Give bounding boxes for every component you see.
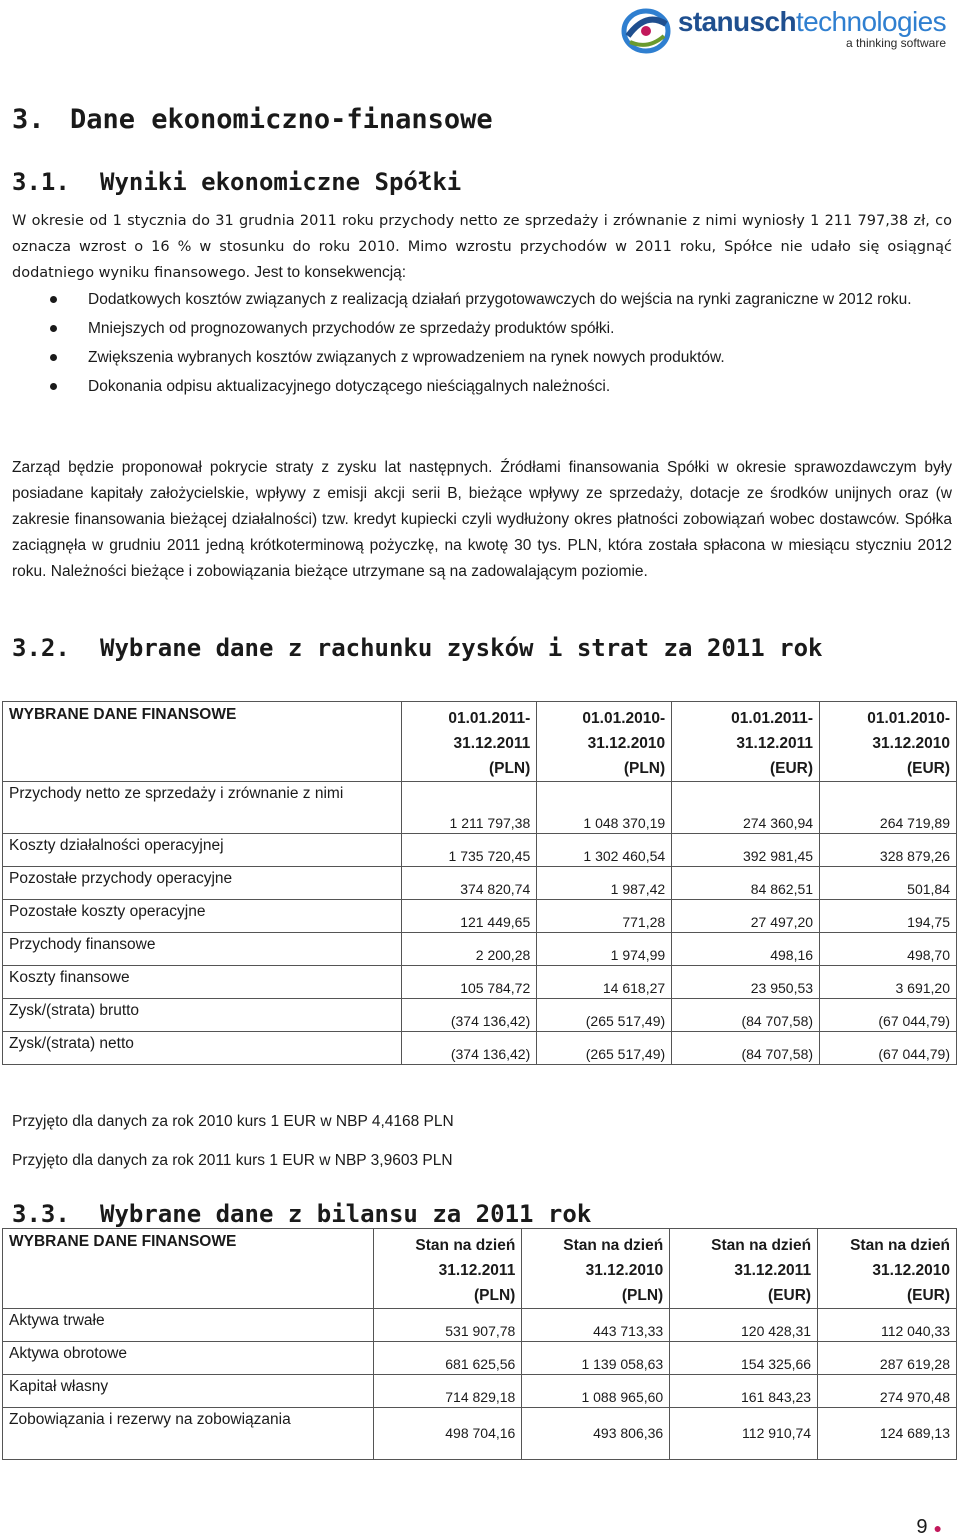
section-3-2-title: Wybrane dane z rachunku zysków i strat za 2011 rok (100, 634, 823, 662)
table-cell: 714 829,18 (374, 1375, 522, 1408)
table-header-row (3, 702, 957, 782)
results-paragraph (12, 208, 952, 286)
table-cell: (265 517,49) (537, 1032, 672, 1065)
table-cell: 161 843,23 (670, 1375, 818, 1408)
table-header-row (3, 1229, 957, 1309)
table-cell: 1 302 460,54 (537, 834, 672, 867)
section-3-3-title: Wybrane dane z bilansu za 2011 rok (100, 1200, 592, 1228)
table-cell: 443 713,33 (522, 1309, 670, 1342)
bullet-icon (50, 325, 57, 332)
table-header-label: WYBRANE DANE FINANSOWE (3, 702, 402, 782)
list-item: Dokonania odpisu aktualizacyjnego dotyczącego nieściągalnych należności. (12, 374, 942, 399)
table-cell: 498,16 (672, 933, 820, 966)
table-cell: 274 970,48 (818, 1375, 957, 1408)
table-cell: 501,84 (820, 867, 957, 900)
section-3-title: Dane ekonomiczno-finansowe (70, 104, 493, 135)
table-row (3, 782, 957, 834)
section-3-2-heading (12, 634, 822, 662)
column-header: 01.01.2011- 31.12.2011 (PLN) (402, 702, 537, 782)
table-cell: 105 784,72 (402, 966, 537, 999)
table-cell: 112 910,74 (670, 1408, 818, 1460)
table-cell: (67 044,79) (820, 999, 957, 1032)
table-row (3, 1342, 957, 1375)
column-header: Stan na dzień 31.12.2011 (EUR) (670, 1229, 818, 1309)
table-cell: 1 139 058,63 (522, 1342, 670, 1375)
table-cell: (374 136,42) (402, 1032, 537, 1065)
table-row (3, 867, 957, 900)
table-cell: 14 618,27 (537, 966, 672, 999)
table-cell: 1 048 370,19 (537, 782, 672, 834)
income-statement-table (2, 701, 957, 1065)
table-cell: 374 820,74 (402, 867, 537, 900)
section-3-1-title: Wyniki ekonomiczne Spółki (100, 168, 462, 196)
table-row (3, 1375, 957, 1408)
table-cell: 531 907,78 (374, 1309, 522, 1342)
list-item: Dodatkowych kosztów związanych z realizacją działań przygotowawczych do wejścia na rynki zagraniczne w 2012 roku. (12, 287, 942, 312)
bullet-icon (50, 296, 57, 303)
bullet-dot-icon: ● (933, 1520, 942, 1536)
row-label: Pozostałe przychody operacyjne (3, 867, 402, 900)
table-row (3, 999, 957, 1032)
row-label: Zysk/(strata) brutto (3, 999, 402, 1032)
table-cell: (67 044,79) (820, 1032, 957, 1065)
financing-paragraph: Zarząd będzie proponował pokrycie straty z zysku lat następnych. Źródłami finansowania Spółki w okresie sprawozdawczym były posiadane kapitały założycielskie, wpływy z emisji akcji serii B, bieżące wpływy ze sprzedaży, dotacje ze środków unijnych oraz (w zakresie finansowania bieżącej działalności) tzw. kredyt kupiecki czyli wydłużony okres płatności zobowiązań wobec dostawców. Spółka zaciągnęła w grudniu 2011 jedną krótkoterminową pożyczkę, na kwotę 30 tys. PLN, która została spłacona w miesiącu styczniu 2012 roku. Należności bieżące i zobowiązania bieżące utrzymane są na zadowalającym poziomie. (12, 459, 952, 580)
section-3-number: 3. (12, 104, 45, 135)
table-cell: 1 735 720,45 (402, 834, 537, 867)
table-cell: 498,70 (820, 933, 957, 966)
section-3-2-number: 3.2. (12, 634, 70, 662)
table-cell: 194,75 (820, 900, 957, 933)
table-cell: 392 981,45 (672, 834, 820, 867)
bullet-icon (50, 354, 57, 361)
table-cell: 328 879,26 (820, 834, 957, 867)
row-label: Przychody netto ze sprzedaży i zrównanie z nimi (3, 782, 402, 834)
table-row (3, 966, 957, 999)
reasons-list (12, 287, 942, 403)
column-header: 01.01.2010- 31.12.2010 (EUR) (820, 702, 957, 782)
table-cell: (374 136,42) (402, 999, 537, 1032)
table-cell: (84 707,58) (672, 1032, 820, 1065)
section-3-3-number: 3.3. (12, 1200, 70, 1228)
row-label: Kapitał własny (3, 1375, 374, 1408)
table-cell: 681 625,56 (374, 1342, 522, 1375)
row-label: Pozostałe koszty operacyjne (3, 900, 402, 933)
table-cell: (84 707,58) (672, 999, 820, 1032)
table-row (3, 1309, 957, 1342)
table-cell: 121 449,65 (402, 900, 537, 933)
list-item: Zwiększenia wybranych kosztów związanych z wprowadzeniem na rynek nowych produktów. (12, 345, 942, 370)
column-header: 01.01.2011- 31.12.2011 (EUR) (672, 702, 820, 782)
table-cell: 124 689,13 (818, 1408, 957, 1460)
section-3-1-heading (12, 168, 461, 196)
row-label: Aktywa trwałe (3, 1309, 374, 1342)
table-cell: 1 987,42 (537, 867, 672, 900)
table-row (3, 900, 957, 933)
row-label: Zysk/(strata) netto (3, 1032, 402, 1065)
table-cell: 1 211 797,38 (402, 782, 537, 834)
page-number: 9 ● (916, 1516, 942, 1538)
column-header: Stan na dzień 31.12.2010 (PLN) (522, 1229, 670, 1309)
logo-tagline: a thinking software (845, 36, 946, 50)
row-label: Aktywa obrotowe (3, 1342, 374, 1375)
results-text-b: Jest to konsekwencją: (250, 264, 407, 281)
section-3-3-heading (12, 1200, 591, 1228)
table-cell: 3 691,20 (820, 966, 957, 999)
table-cell: 1 974,99 (537, 933, 672, 966)
table-cell: 27 497,20 (672, 900, 820, 933)
table-cell: 1 088 965,60 (522, 1375, 670, 1408)
table-cell: 84 862,51 (672, 867, 820, 900)
table-cell: 120 428,31 (670, 1309, 818, 1342)
row-label: Zobowiązania i rezerwy na zobowiązania (3, 1408, 374, 1460)
table-cell: 23 950,53 (672, 966, 820, 999)
table-cell: 264 719,89 (820, 782, 957, 834)
company-logo (620, 4, 946, 56)
table-cell: 771,28 (537, 900, 672, 933)
logo-brand-light: technologies (795, 6, 946, 37)
table-cell: 493 806,36 (522, 1408, 670, 1460)
bullet-icon (50, 383, 57, 390)
list-item: Mniejszych od prognozowanych przychodów ze sprzedaży produktów spółki. (12, 316, 942, 341)
table-cell: 274 360,94 (672, 782, 820, 834)
table-cell: 154 325,66 (670, 1342, 818, 1375)
logo-swirl-icon (620, 6, 672, 56)
table-cell: 498 704,16 (374, 1408, 522, 1460)
row-label: Przychody finansowe (3, 933, 402, 966)
table-row (3, 1408, 957, 1460)
section-3-1-number: 3.1. (12, 168, 70, 196)
table-cell: 2 200,28 (402, 933, 537, 966)
row-label: Koszty finansowe (3, 966, 402, 999)
exchange-rate-note-2010: Przyjęto dla danych za rok 2010 kurs 1 EUR w NBP 4,4168 PLN (12, 1113, 454, 1130)
row-label: Koszty działalności operacyjnej (3, 834, 402, 867)
column-header: 01.01.2010- 31.12.2010 (PLN) (537, 702, 672, 782)
section-3-heading (12, 104, 493, 135)
balance-sheet-table (2, 1228, 957, 1460)
table-header-label: WYBRANE DANE FINANSOWE (3, 1229, 374, 1309)
table-cell: (265 517,49) (537, 999, 672, 1032)
table-row (3, 1032, 957, 1065)
column-header: Stan na dzień 31.12.2010 (EUR) (818, 1229, 957, 1309)
table-cell: 287 619,28 (818, 1342, 957, 1375)
logo-brand-bold: stanusch (677, 6, 796, 37)
table-cell: 112 040,33 (818, 1309, 957, 1342)
exchange-rate-note-2011: Przyjęto dla danych za rok 2011 kurs 1 EUR w NBP 3,9603 PLN (12, 1152, 453, 1169)
results-text-a: W okresie od 1 stycznia do 31 grudnia 2011 roku przychody netto ze sprzedaży i zrównanie z nimi wyniosły 1 211 797,38 zł, co oznacza wzrost o 16 % w stosunku do roku 2010. Mimo wzrostu przychodów w 2011 roku, Spółce nie udało się osiągnąć dodatniego wyniku finansowego. (12, 213, 952, 281)
column-header: Stan na dzień 31.12.2011 (PLN) (374, 1229, 522, 1309)
table-row (3, 933, 957, 966)
table-row (3, 834, 957, 867)
